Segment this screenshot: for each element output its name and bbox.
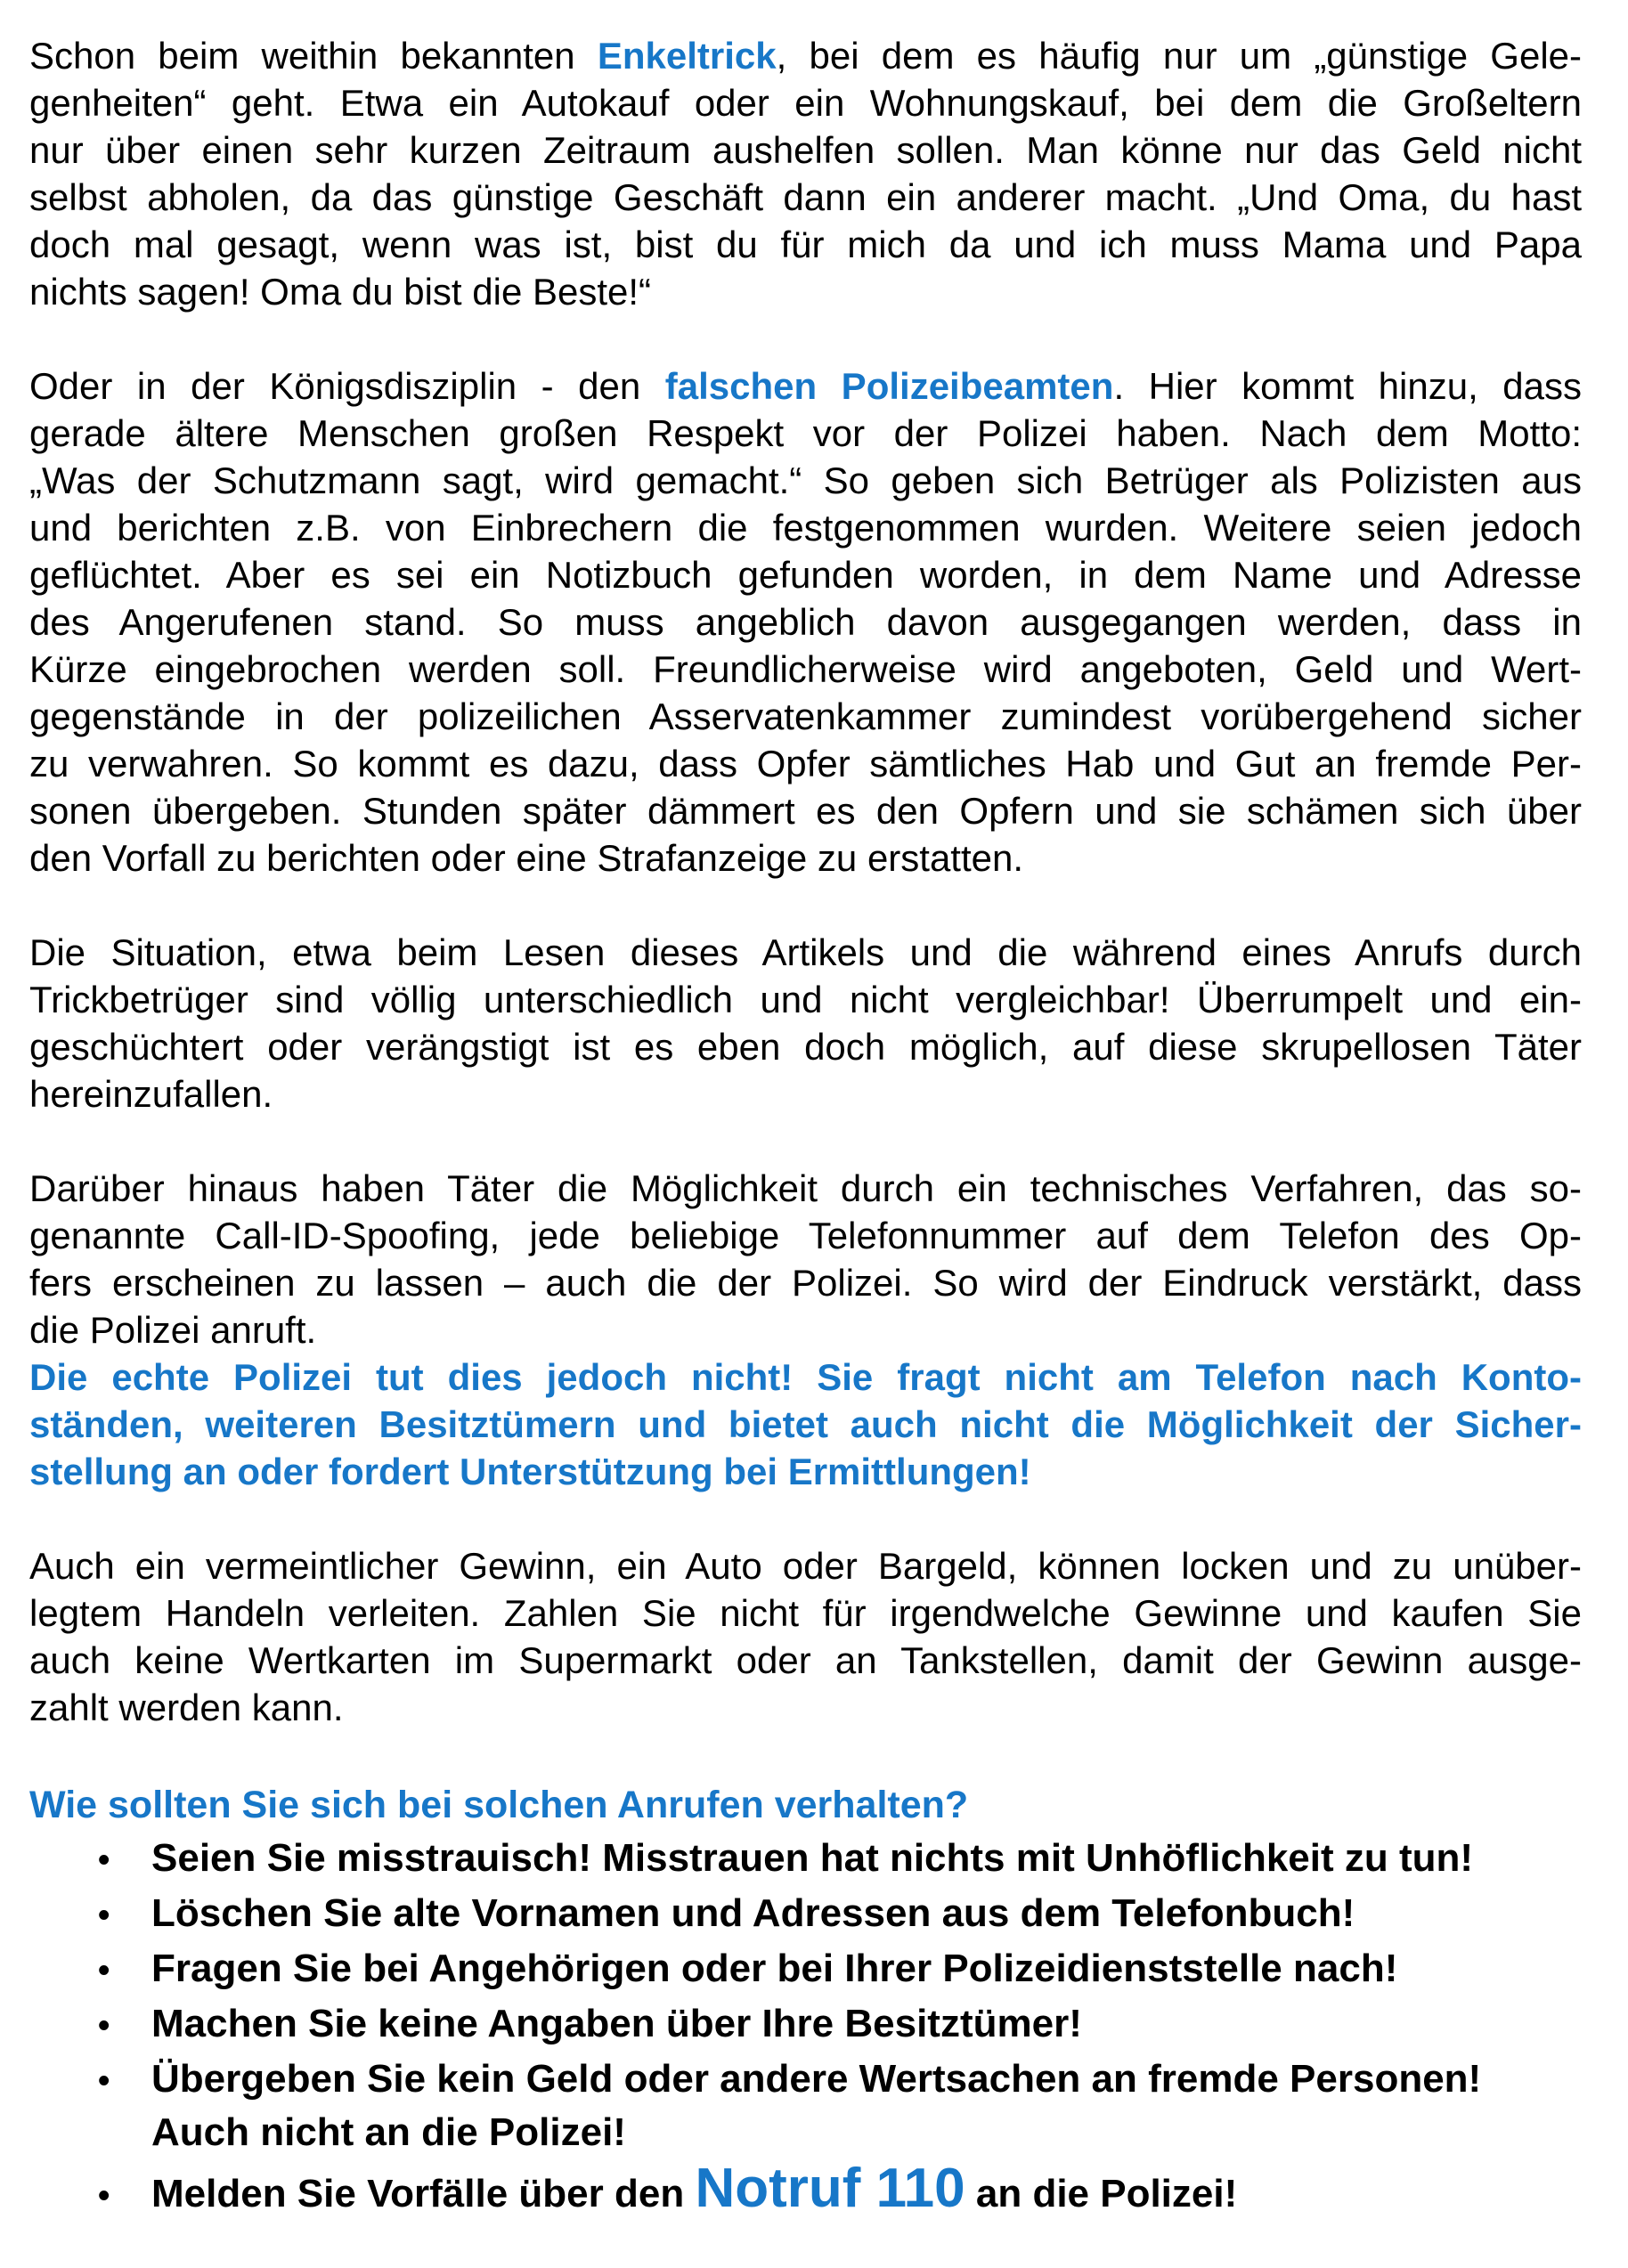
advice-notruf (29, 2159, 1582, 2223)
text-line (29, 1306, 1582, 1353)
bullet-text (151, 1997, 1582, 2051)
accent-text: ständen, weiteren Besitztümern und bietet auch nicht die Möglichkeit der Sicher- (29, 1403, 1582, 1445)
text-run: , bei dem es häufig nur um „günstige Gele- (776, 35, 1583, 77)
text-run: hereinzufallen. (29, 1073, 273, 1115)
text-line (29, 1637, 1582, 1684)
bullet-icon: • (98, 1897, 110, 1934)
text-run: legtem Handeln verleiten. Zahlen Sie nicht für irgendwelche Gewinne und kaufen Sie (29, 1592, 1582, 1634)
text-run: an die Polizei! (965, 2172, 1238, 2215)
text-line (29, 1165, 1582, 1212)
text-line (29, 646, 1582, 693)
text-line (29, 1070, 1582, 1118)
text-run: die Polizei anruft. (29, 1309, 317, 1351)
accent-text: stellung an oder fordert Unterstützung bei Ermittlungen! (29, 1451, 1031, 1492)
text-line (29, 1212, 1582, 1259)
text-run: Löschen Sie alte Vornamen und Adressen aus dem Telefonbuch! (151, 1891, 1355, 1935)
text-run: Die Situation, etwa beim Lesen dieses Artikels und die während eines Anrufs durch (29, 931, 1582, 973)
bullet-icon: • (98, 2177, 110, 2215)
bullet-icon: • (98, 2062, 110, 2100)
text-run: Übergeben Sie kein Geld oder andere Wertsachen an fremde Personen! (151, 2057, 1482, 2101)
text-line (29, 221, 1582, 268)
text-line (29, 1778, 1582, 1832)
text-line (29, 362, 1582, 410)
text-run: nichts sagen! Oma du bist die Beste!“ (29, 271, 652, 313)
text-run: geschüchtert oder verängstigt ist es eben doch möglich, auf diese skrupellosen Täter (29, 1026, 1582, 1068)
text-line (151, 2159, 1582, 2221)
text-line (151, 2053, 1582, 2106)
text-run: gegenstände in der polizeilichen Asservatenkammer zumindest vorübergehend sicher (29, 695, 1582, 737)
para-situation (29, 929, 1582, 1118)
text-run: Auch nicht an die Polizei! (151, 2110, 626, 2154)
advice-kein-geld (29, 2053, 1582, 2159)
text-run: zahlt werden kann. (29, 1687, 344, 1728)
text-line (29, 740, 1582, 787)
text-line (29, 1448, 1582, 1495)
text-line (29, 976, 1582, 1023)
para-falsche-polizeibeamte (29, 362, 1582, 882)
text-run: Darüber hinaus haben Täter die Möglichkeit durch ein technisches Verfahren, das so- (29, 1167, 1582, 1209)
text-line (151, 1942, 1582, 1996)
heading-verhalten (29, 1778, 1582, 1832)
text-run: Kürze eingebrochen werden soll. Freundlicherweise wird angeboten, Geld und Wert- (29, 648, 1582, 690)
text-run: Trickbetrüger sind völlig unterschiedlich und nicht vergleichbar! Überrumpelt und ein- (29, 979, 1582, 1020)
text-line (29, 551, 1582, 598)
text-line (151, 1832, 1582, 1885)
bullet-text (151, 1832, 1582, 1885)
advice-telefonbuch (29, 1887, 1582, 1942)
text-run: Seien Sie misstrauisch! Misstrauen hat nichts mit Unhöflichkeit zu tun! (151, 1836, 1474, 1880)
text-line (29, 32, 1582, 79)
text-run: des Angerufenen stand. So muss angeblich davon ausgegangen werden, dass in (29, 601, 1582, 643)
text-line (29, 598, 1582, 646)
accent-text: falschen Polizeibeamten (664, 365, 1114, 407)
text-run: fers erscheinen zu lassen – auch die der Polizei. So wird der Eindruck verstärkt, dass (29, 1262, 1582, 1304)
text-run: geflüchtet. Aber es sei ein Notizbuch gefunden worden, in dem Name und Adresse (29, 554, 1582, 596)
text-run: gerade ältere Menschen großen Respekt vor der Polizei haben. Nach dem Motto: (29, 412, 1582, 454)
bullet-text (151, 2159, 1582, 2221)
text-run: sonen übergeben. Stunden später dämmert es den Opfern und sie schämen sich über (29, 790, 1582, 832)
text-run: Auch ein vermeintlicher Gewinn, ein Auto oder Bargeld, können locken und zu unüber- (29, 1545, 1582, 1587)
text-line (29, 1684, 1582, 1731)
text-run: Fragen Sie bei Angehörigen oder bei Ihrer Polizeidienststelle nach! (151, 1947, 1398, 1990)
text-line (151, 1887, 1582, 1940)
text-line (29, 787, 1582, 834)
bullet-icon: • (98, 2007, 110, 2044)
bullet-text (151, 1887, 1582, 1940)
bullet-icon: • (98, 1952, 110, 1989)
para-enkeltrick (29, 32, 1582, 315)
bullet-text (151, 1942, 1582, 1996)
text-run: und berichten z.B. von Einbrechern die festgenommen wurden. Weitere seien jedoch (29, 507, 1582, 549)
accent-text: Enkeltrick (597, 35, 777, 77)
text-line (29, 174, 1582, 221)
text-run: Schon beim weithin bekannten (29, 35, 598, 77)
text-line (29, 693, 1582, 740)
text-line (29, 1353, 1582, 1401)
advice-list (29, 1832, 1582, 2223)
para-call-id-spoofing (29, 1165, 1582, 1353)
text-run: Oder in der Königsdisziplin - den (29, 365, 665, 407)
notruf-110-highlight: Notruf 110 (695, 2158, 965, 2219)
text-run: selbst abholen, da das günstige Geschäft dann ein anderer macht. „Und Oma, du hast (29, 176, 1582, 218)
para-gewinn (29, 1542, 1582, 1731)
bullet-icon: • (98, 1841, 110, 1879)
bullet-text (151, 2053, 1582, 2159)
text-run: genannte Call-ID-Spoofing, jede beliebige Telefonnummer auf dem Telefon des Op- (29, 1215, 1582, 1256)
advice-nachfragen (29, 1942, 1582, 1997)
text-line (29, 834, 1582, 882)
text-line (29, 1401, 1582, 1448)
text-run: auch keine Wertkarten im Supermarkt oder an Tankstellen, damit der Gewinn ausge- (29, 1639, 1582, 1681)
text-line (29, 1259, 1582, 1306)
text-line (29, 1542, 1582, 1589)
text-line (29, 410, 1582, 457)
para-echte-polizei-hinweis (29, 1353, 1582, 1495)
text-line (29, 1589, 1582, 1637)
text-run: . Hier kommt hinzu, dass (1113, 365, 1582, 407)
advice-keine-angaben (29, 1997, 1582, 2053)
text-line (151, 1997, 1582, 2051)
accent-text: Wie sollten Sie sich bei solchen Anrufen verhalten? (29, 1784, 969, 1826)
text-line (29, 1023, 1582, 1070)
text-line (29, 929, 1582, 976)
accent-text: Die echte Polizei tut dies jedoch nicht! Sie fragt nicht am Telefon nach Konto- (29, 1356, 1582, 1398)
text-run: doch mal gesagt, wenn was ist, bist du für mich da und ich muss Mama und Papa (29, 224, 1582, 265)
text-line (151, 2106, 1582, 2159)
advice-misstrauisch (29, 1832, 1582, 1887)
text-line (29, 79, 1582, 126)
text-line (29, 457, 1582, 504)
text-run: Machen Sie keine Angaben über Ihre Besitztümer! (151, 2002, 1082, 2045)
text-run: zu verwahren. So kommt es dazu, dass Opfer sämtliches Hab und Gut an fremde Per- (29, 743, 1582, 784)
text-run: Melden Sie Vorfälle über den (151, 2172, 696, 2215)
text-line (29, 504, 1582, 551)
text-run: nur über einen sehr kurzen Zeitraum aushelfen sollen. Man könne nur das Geld nicht (29, 129, 1582, 171)
text-run: den Vorfall zu berichten oder eine Strafanzeige zu erstatten. (29, 837, 1024, 879)
text-line (29, 268, 1582, 315)
text-run: „Was der Schutzmann sagt, wird gemacht.“ So geben sich Betrüger als Polizisten aus (29, 459, 1582, 501)
text-run: genheiten“ geht. Etwa ein Autokauf oder ein Wohnungskauf, bei dem die Großeltern (29, 82, 1582, 124)
text-line (29, 126, 1582, 174)
